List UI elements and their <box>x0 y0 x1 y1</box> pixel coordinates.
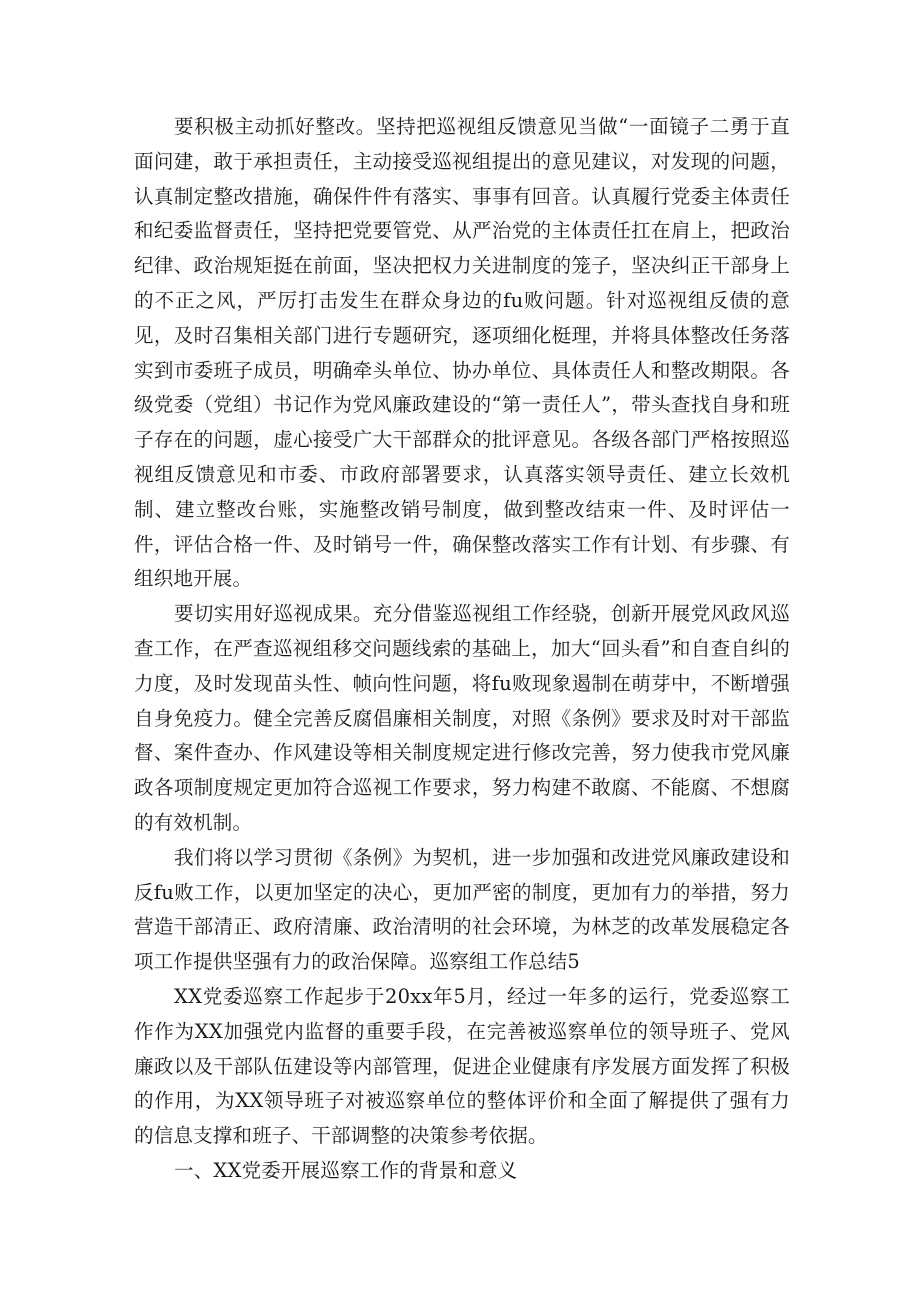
paragraph-inspection-results: 要切实用好巡视成果。充分借鉴巡视组工作经骁，创新开展党风政风巡查工作，在严查巡视组移交问题线索的基础上，加大“回头看”和自查自纠的力度，及时发现苗头性、帧向性问题，将fu败现象遏制在萌芽中，不断增强自身免疫力。健全完善反腐倡廉相关制度，对照《条例》要求及时对干部监督、案件查办、作风建设等相关制度规定进行修改完善，努力使我市党风廉政各项制度规定更加符合巡视工作要求，努力构建不敢腐、不能腐、不想腐的有效机制。 <box>134 602 790 834</box>
paragraph-inspection-overview: XX党委巡察工作起步于20xx年5月，经过一年多的运行，党委巡察工作作为XX加强党内监督的重要手段，在完善被巡察单位的领导班子、党风廉政以及干部队伍建设等内部管理，促进企业健康有序发展方面发挥了积极的作用，为XX领导班子对被巡察单位的整体评价和全面了解提供了强有力的信息支撑和班子、干部调整的决策参考依据。 <box>134 984 790 1148</box>
section-heading: 一、XX党委开展巡察工作的背景和意义 <box>174 1158 518 1182</box>
paragraph-rectification: 要积极主动抓好整改。坚持把巡视组反馈意见当做“一面镜子二勇于直面问建，敢于承担责任，主动接受巡视组提出的意见建议，对发现的问题，认真制定整改措施，确保件件有落实、事事有回音。认真履行党委主体责任和纪委监督责任，坚持把党要管党、从严治党的主体责任扛在肩上，把政治纪律、政治规矩挺在前面，坚决把权力关进制度的笼子，坚决纠正干部身上的不正之风，严厉打击发生在群众身边的fu败问题。针对巡视组反债的意见，及时召集相关部门进行专题研究，逐项细化梃理，并将具体整改任务落实到市委班子成员，明确牵头单位、协办单位、具体责任人和整改期限。各级党委（党组）书记作为党风廉政建设的“第一责任人”，带头查找自身和班子存在的问题，虚心接受广大干部群众的批评意见。各级各部门严格按照巡视组反馈意见和市委、市政府部署要求，认真落实领导责任、建立长效机制、建立整改台账，实施整改销号制度，做到整改结束一件、及时评估一件，评估合格一件、及时销号一件，确保整改落实工作有计划、有步骤、有组织地开展。 <box>134 115 790 591</box>
paragraph-commitment: 我们将以学习贯彻《条例》为契机，进一步加强和改进党风廉政建设和反fu败工作，以更加坚定的决心，更加严密的制度，更加有力的举措，努力营造干部清正、政府清廉、政治清明的社会环境，为林芝的改革发展稳定各项工作提供坚强有力的政治保障。巡察组工作总结5 <box>134 845 790 974</box>
document-body <box>134 110 790 1189</box>
